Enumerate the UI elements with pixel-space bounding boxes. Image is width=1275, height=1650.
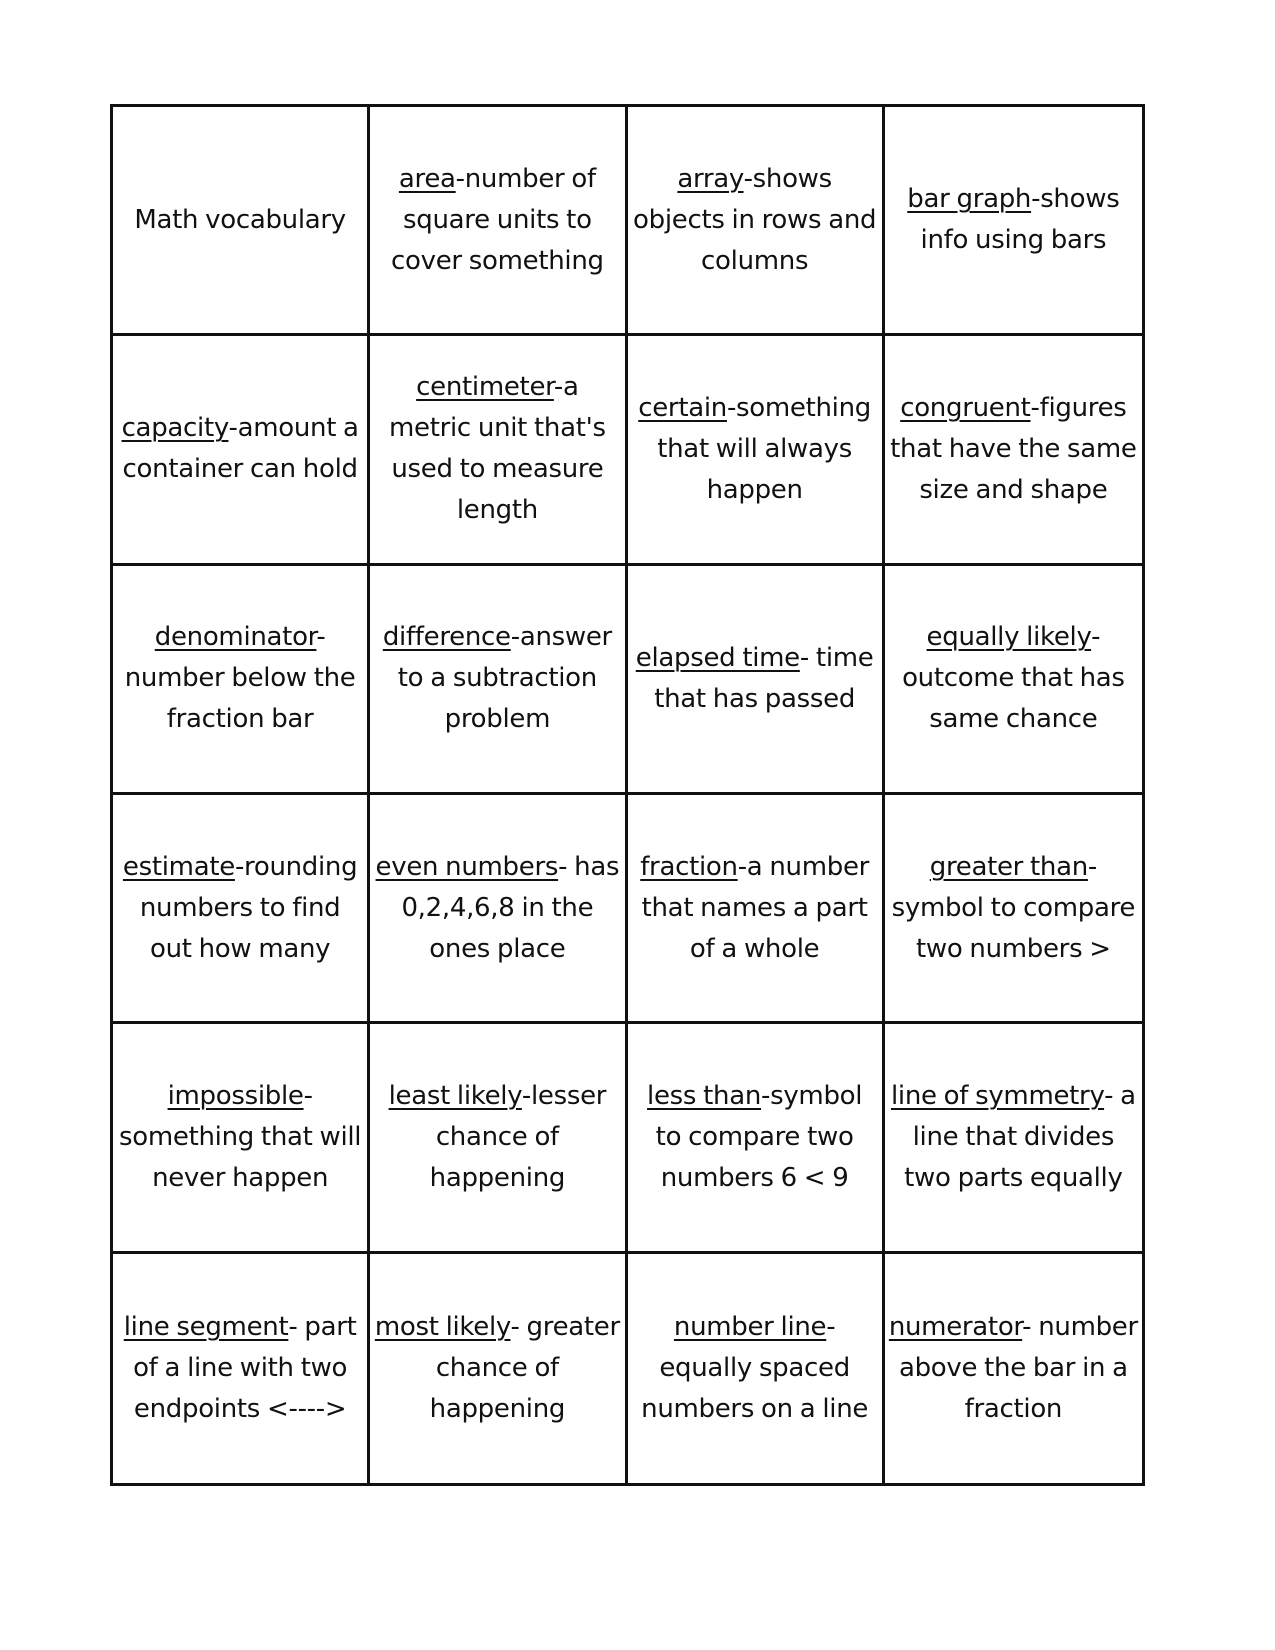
vocab-term: number line [673, 1311, 827, 1342]
vocab-term: certain [638, 392, 727, 423]
vocab-definition: - equally spaced numbers on a line [641, 1311, 869, 1424]
vocab-term: fraction [640, 851, 738, 882]
vocab-definition: - time that has passed [654, 642, 874, 714]
vocab-term: impossible [167, 1080, 304, 1111]
vocab-term: denominator [154, 622, 317, 653]
vocab-term: equally likely [926, 622, 1092, 653]
vocab-term: centimeter [416, 372, 554, 403]
vocab-card-estimate [113, 795, 370, 1024]
vocab-definition: -shows info using bars [920, 184, 1120, 256]
vocab-term: capacity [121, 413, 229, 444]
vocab-term: elapsed time [635, 642, 800, 673]
vocab-card-array [628, 107, 885, 336]
vocab-definition: -number of square units to cover something [391, 163, 604, 276]
card-text [374, 1076, 620, 1199]
vocab-card-difference [370, 566, 627, 795]
vocab-term: array [677, 163, 744, 194]
card-text [632, 847, 878, 970]
vocab-card-numerator [885, 1254, 1142, 1483]
card-text [117, 1307, 363, 1430]
card-text [632, 388, 878, 511]
vocab-card-fraction [628, 795, 885, 1024]
card-text [117, 847, 363, 970]
vocab-definition: - symbol to compare two numbers > [891, 851, 1136, 964]
vocab-definition: -rounding numbers to find out how many [139, 851, 358, 964]
vocab-card-equally-likely [885, 566, 1142, 795]
card-text [374, 847, 620, 970]
vocab-definition: -a number that names a part of a whole [641, 851, 870, 964]
vocab-term: area [398, 163, 456, 194]
vocab-card-congruent [885, 336, 1142, 565]
card-text [374, 367, 620, 531]
card-text [889, 388, 1138, 511]
vocab-definition: -lesser chance of happening [429, 1080, 607, 1193]
card-text [632, 159, 878, 282]
vocab-term: greater than [929, 851, 1088, 882]
vocab-card-least-likely [370, 1024, 627, 1253]
vocab-card-area [370, 107, 627, 336]
vocab-definition: - a line that divides two parts equally [904, 1080, 1136, 1193]
vocab-card-elapsed-time [628, 566, 885, 795]
card-text [374, 159, 620, 282]
vocab-card-line-segment [113, 1254, 370, 1483]
vocabulary-card-grid [110, 104, 1145, 1486]
vocab-card-certain [628, 336, 885, 565]
vocab-card-centimeter [370, 336, 627, 565]
vocab-definition: - part of a line with two endpoints <----> [133, 1311, 357, 1424]
vocab-term: line segment [123, 1311, 289, 1342]
vocab-definition: -figures that have the same size and shape [890, 392, 1137, 505]
card-text [632, 1076, 878, 1199]
vocab-definition: -a metric unit that's used to measure length [389, 372, 606, 526]
card-text [134, 200, 346, 241]
vocab-card-number-line [628, 1254, 885, 1483]
card-text [374, 1307, 620, 1430]
vocab-definition: Math vocabulary [134, 204, 346, 235]
vocab-term: numerator [888, 1311, 1023, 1342]
vocab-term: estimate [122, 851, 235, 882]
vocab-term: congruent [900, 392, 1031, 423]
card-text [889, 617, 1138, 740]
card-text [117, 408, 363, 490]
vocab-card-impossible [113, 1024, 370, 1253]
vocab-definition: - outcome that has same chance [902, 622, 1125, 735]
vocab-card-even-numbers [370, 795, 627, 1024]
card-text [889, 1307, 1138, 1430]
vocab-definition: - number above the bar in a fraction [898, 1311, 1138, 1424]
vocab-definition: - greater chance of happening [429, 1311, 620, 1424]
card-text [117, 1076, 363, 1199]
vocab-definition: -something that will always happen [657, 392, 871, 505]
vocab-definition: -symbol to compare two numbers 6 < 9 [655, 1080, 863, 1193]
vocab-card-bar-graph [885, 107, 1142, 336]
vocab-term: most likely [374, 1311, 511, 1342]
card-text [889, 179, 1138, 261]
vocab-card-most-likely [370, 1254, 627, 1483]
card-text [889, 1076, 1138, 1199]
vocab-term: difference [382, 622, 511, 653]
vocab-card-title [113, 107, 370, 336]
vocab-definition: -shows objects in rows and columns [633, 163, 877, 276]
vocab-term: less than [647, 1080, 762, 1111]
vocab-card-denominator [113, 566, 370, 795]
vocab-card-less-than [628, 1024, 885, 1253]
vocab-term: even numbers [375, 851, 559, 882]
vocab-definition: - has 0,2,4,6,8 in the ones place [401, 851, 620, 964]
card-text [632, 638, 878, 720]
card-text [632, 1307, 878, 1430]
vocab-definition: -answer to a subtraction problem [397, 622, 612, 735]
vocab-card-greater-than [885, 795, 1142, 1024]
vocab-term: bar graph [907, 184, 1032, 215]
vocab-card-line-of-symmetry [885, 1024, 1142, 1253]
card-text [889, 847, 1138, 970]
card-text [117, 617, 363, 740]
vocab-term: line of symmetry [890, 1080, 1105, 1111]
vocab-definition: -amount a container can hold [122, 413, 359, 485]
vocab-definition: - number below the fraction bar [124, 622, 356, 735]
vocab-term: least likely [388, 1080, 522, 1111]
card-text [374, 617, 620, 740]
vocab-card-capacity [113, 336, 370, 565]
vocab-definition: - something that will never happen [119, 1080, 362, 1193]
